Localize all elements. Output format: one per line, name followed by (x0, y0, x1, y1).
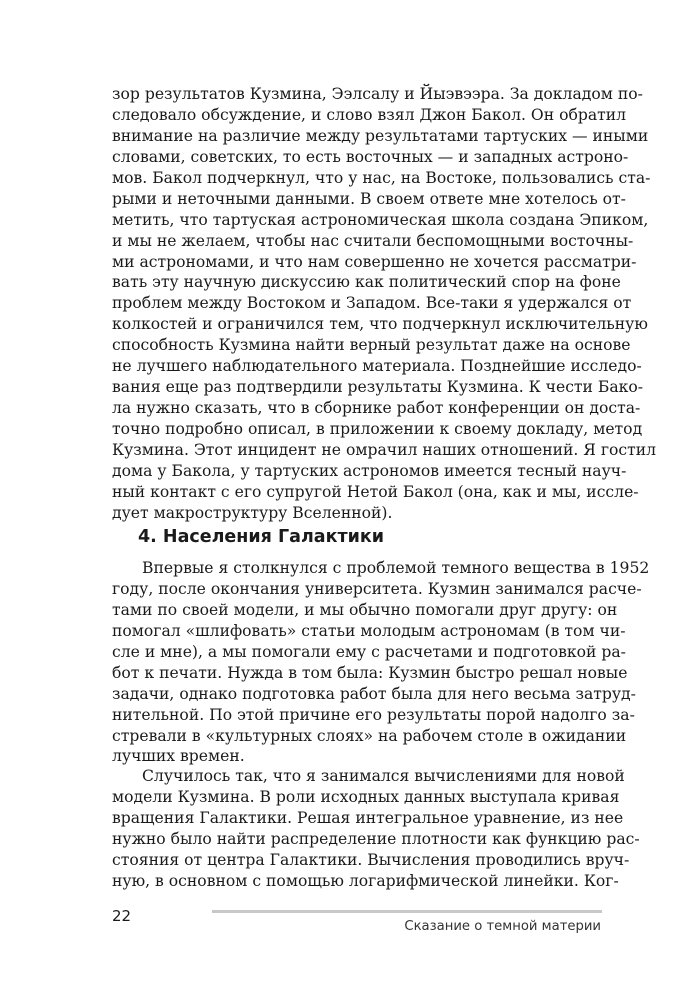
text-line: мов. Бакол подчеркнул, что у нас, на Востоке, пользовались ста- (112, 168, 651, 187)
section-heading: 4. Населения Галактики (138, 527, 384, 547)
text-line: ную, в основном с помощью логарифмической линейки. Ког- (112, 871, 619, 890)
paragraph-2 (112, 558, 650, 767)
text-line: точно подробно описал, в приложении к своему докладу, метод (112, 420, 643, 438)
text-line: рыми и неточными данными. В своем ответе мне хотелось от- (112, 189, 626, 208)
text-line: году, после окончания университета. Кузмин занимался расче- (112, 579, 642, 598)
page-number: 22 (112, 907, 132, 925)
text-line: зор результатов Кузмина, Ээлсалу и Йыэвээра. За докладом по- (112, 85, 643, 103)
text-line: дома у Бакола, у тартуских астрономов имеется тесный науч- (112, 461, 627, 480)
text-line: Кузмина. Этот инцидент не омрачил наших отношений. Я гостил (112, 440, 657, 459)
text-line: Случилось так, что я занимался вычислениями для новой (142, 767, 625, 785)
text-line: тами по своей модели, и мы обычно помогали друг другу: он (112, 600, 618, 619)
text-line: нительной. По этой причине его результаты порой надолго за- (112, 705, 635, 724)
text-line: вать эту научную дискуссию как политический спор на фоне (112, 273, 621, 292)
text-line: ный контакт с его супругой Нетой Бакол (она, как и мы, иссле- (112, 482, 639, 501)
footer-rule (212, 910, 602, 913)
text-line: бот к печати. Нужда в том была: Кузмин быстро решал новые (112, 663, 628, 682)
text-line: ла нужно сказать, что в сборнике работ конференции он доста- (112, 399, 641, 418)
text-line: способность Кузмина найти верный результат даже на основе (112, 336, 631, 355)
text-line: колкостей и ограничился тем, что подчеркнул исключительную (112, 315, 648, 334)
running-title: Сказание о темной материи (404, 919, 601, 934)
text-line: лучших времен. (112, 747, 245, 766)
text-line: нужно было найти распределение плотности как функцию рас- (112, 829, 640, 848)
text-line: вания еще раз подтвердили результаты Кузмина. К чести Бако- (112, 378, 644, 397)
text-line: следовало обсуждение, и слово взял Джон Бакол. Он обратил (112, 105, 627, 124)
text-line: и мы не желаем, чтобы нас считали беспомощными восточны- (112, 231, 634, 250)
paragraph-3 (112, 766, 640, 892)
text-line: стояния от центра Галактики. Вычисления проводились вруч- (112, 850, 630, 869)
text-line: Впервые я столкнулся с проблемой темного вещества в 1952 (142, 559, 650, 577)
text-line: дует макроструктуру Вселенной). (112, 503, 393, 522)
paragraph-1 (112, 84, 657, 524)
text-line: не лучшего наблюдательного материала. Позднейшие исследо- (112, 357, 642, 376)
text-line: метить, что тартуская астрономическая школа создана Эпиком, (112, 210, 649, 229)
text-line: проблем между Востоком и Западом. Все-таки я удержался от (112, 294, 632, 313)
text-line: задачи, однако подготовка работ была для него весьма затруд- (112, 684, 636, 703)
text-line: внимание на различие между результатами тартуских — иными (112, 126, 649, 145)
text-line: сле и мне), а мы помогали ему с расчетами и подготовкой ра- (112, 642, 626, 661)
text-line: стревали в «культурных слоях» на рабочем столе в ожидании (112, 726, 627, 745)
text-line: ми астрономами, и что нам совершенно не хочется рассматри- (112, 252, 637, 271)
text-line: вращения Галактики. Решая интегральное уравнение, из нее (112, 808, 624, 827)
text-line: словами, советских, то есть восточных — и западных астроно- (112, 147, 629, 166)
text-line: помогал «шлифовать» статьи молодым астрономам (в том чи- (112, 621, 626, 640)
text-line: модели Кузмина. В роли исходных данных выступала кривая (112, 787, 620, 806)
